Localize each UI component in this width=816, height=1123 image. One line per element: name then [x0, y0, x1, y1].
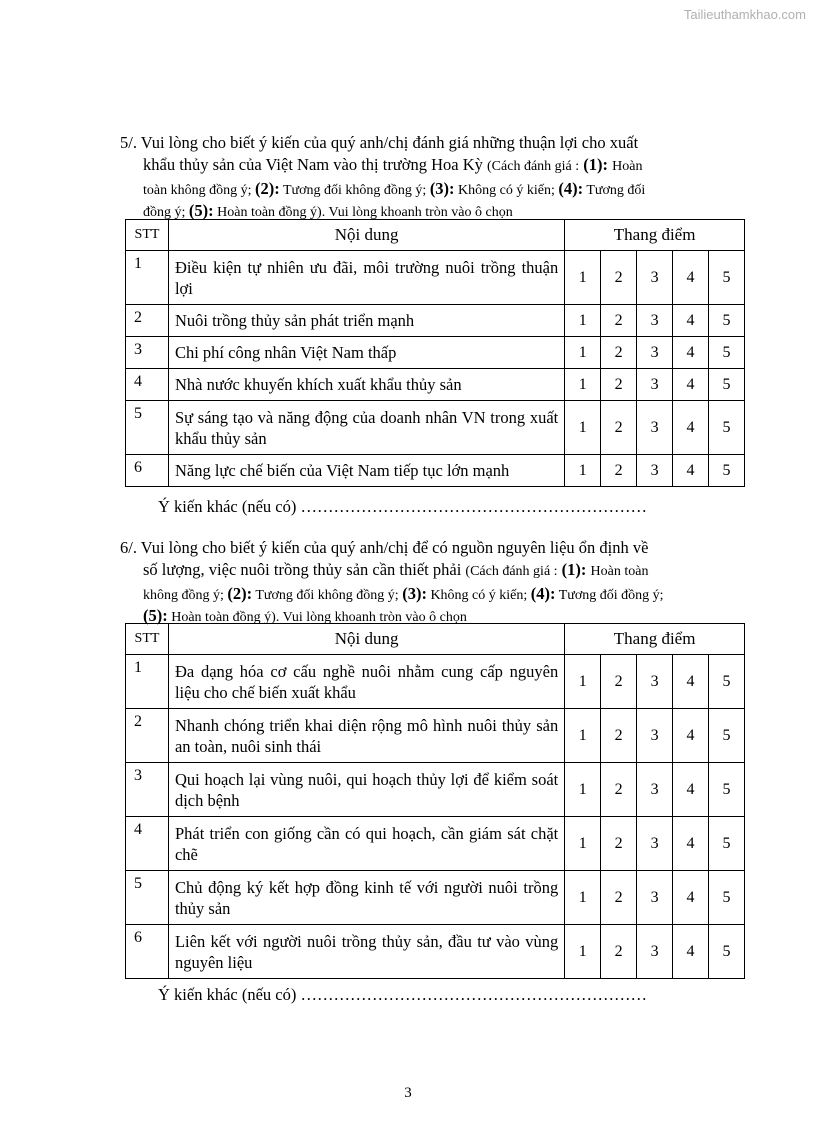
score-option[interactable]: 3 [637, 817, 673, 871]
question-text: Vui lòng cho biết ý kiến của quý anh/chị để có nguồn nguyên liệu ổn định về [140, 538, 649, 557]
header-scale: Thang điểm [565, 624, 745, 655]
score-option[interactable]: 1 [565, 369, 601, 401]
header-content: Nội dung [168, 220, 564, 251]
table-row [126, 817, 745, 871]
table-row [126, 871, 745, 925]
score-option[interactable]: 4 [673, 401, 709, 455]
score-option[interactable]: 2 [601, 455, 637, 487]
score-option[interactable]: 3 [637, 763, 673, 817]
score-option[interactable]: 5 [709, 709, 745, 763]
question-text: số lượng, việc nuôi trồng thủy sản cần thiết phải [143, 560, 462, 579]
score-option[interactable]: 5 [709, 369, 745, 401]
scale-label: (1): [583, 155, 609, 174]
score-option[interactable]: 5 [709, 337, 745, 369]
score-option[interactable]: 1 [565, 401, 601, 455]
score-option[interactable]: 4 [673, 655, 709, 709]
row-content: Qui hoạch lại vùng nuôi, qui hoạch thủy lợi để kiểm soát dịch bệnh [168, 763, 564, 817]
scale-text: Hoàn [612, 159, 643, 174]
score-option[interactable]: 2 [601, 655, 637, 709]
score-option[interactable]: 2 [601, 871, 637, 925]
scale-text: Tương đối [586, 183, 646, 198]
table-row [126, 305, 745, 337]
rating-table-5 [125, 219, 745, 487]
row-content: Chi phí công nhân Việt Nam thấp [168, 337, 564, 369]
score-option[interactable]: 4 [673, 305, 709, 337]
row-stt: 4 [126, 817, 169, 871]
table-row [126, 925, 745, 979]
score-option[interactable]: 2 [601, 369, 637, 401]
question-text: khẩu thủy sản của Việt Nam vào thị trường Hoa Kỳ [143, 155, 483, 174]
row-content: Điều kiện tự nhiên ưu đãi, môi trường nuôi trồng thuận lợi [168, 251, 564, 305]
score-option[interactable]: 3 [637, 305, 673, 337]
score-option[interactable]: 1 [565, 925, 601, 979]
score-option[interactable]: 4 [673, 817, 709, 871]
row-stt: 1 [126, 251, 169, 305]
score-option[interactable]: 3 [637, 709, 673, 763]
score-option[interactable]: 1 [565, 455, 601, 487]
score-option[interactable]: 1 [565, 655, 601, 709]
scale-label: (4): [558, 179, 584, 198]
score-option[interactable]: 5 [709, 655, 745, 709]
watermark: Tailieuthamkhao.com [683, 7, 806, 22]
score-option[interactable]: 5 [709, 871, 745, 925]
table-header-row [126, 624, 745, 655]
score-option[interactable]: 2 [601, 709, 637, 763]
table-row [126, 763, 745, 817]
score-option[interactable]: 5 [709, 763, 745, 817]
score-option[interactable]: 5 [709, 251, 745, 305]
row-stt: 1 [126, 655, 169, 709]
row-content: Nuôi trồng thủy sản phát triển mạnh [168, 305, 564, 337]
score-option[interactable]: 1 [565, 305, 601, 337]
page-number: 3 [404, 1085, 412, 1101]
scale-text: Tương đối đồng ý; [558, 588, 664, 603]
row-stt: 6 [126, 455, 169, 487]
header-scale: Thang điểm [565, 220, 745, 251]
score-option[interactable]: 1 [565, 709, 601, 763]
scale-text: Tương đối không đồng ý; [255, 588, 399, 603]
table-row [126, 655, 745, 709]
row-stt: 5 [126, 401, 169, 455]
score-option[interactable]: 2 [601, 305, 637, 337]
score-option[interactable]: 4 [673, 337, 709, 369]
score-option[interactable]: 3 [637, 251, 673, 305]
score-option[interactable]: 5 [709, 305, 745, 337]
score-option[interactable]: 3 [637, 401, 673, 455]
scale-label: (3): [402, 584, 427, 603]
score-option[interactable]: 3 [637, 369, 673, 401]
score-option[interactable]: 4 [673, 369, 709, 401]
question-text: Vui lòng cho biết ý kiến của quý anh/chị đánh giá những thuận lợi cho xuất [140, 133, 639, 152]
row-content: Năng lực chế biến của Việt Nam tiếp tục lớn mạnh [168, 455, 564, 487]
score-option[interactable]: 4 [673, 925, 709, 979]
rating-table-6 [125, 623, 745, 979]
scale-text: Không có ý kiến; [458, 183, 555, 198]
eval-intro: (Cách đánh giá : [487, 159, 580, 174]
row-content: Chủ động ký kết hợp đồng kinh tế với người nuôi trồng thủy sản [168, 871, 564, 925]
score-option[interactable]: 5 [709, 455, 745, 487]
table-row [126, 401, 745, 455]
question-5-text [120, 132, 742, 222]
scale-label: (4): [530, 584, 556, 603]
scale-text: không đồng ý; [143, 588, 224, 603]
score-option[interactable]: 4 [673, 763, 709, 817]
score-option[interactable]: 4 [673, 251, 709, 305]
score-option[interactable]: 3 [637, 337, 673, 369]
scale-text: Hoàn toàn đồng ý). Vui lòng khoanh tròn vào ô chọn [217, 205, 513, 220]
row-stt: 5 [126, 871, 169, 925]
score-option[interactable]: 4 [673, 455, 709, 487]
eval-intro: (Cách đánh giá : [465, 564, 558, 579]
score-option[interactable]: 1 [565, 871, 601, 925]
table-row [126, 455, 745, 487]
row-stt: 3 [126, 337, 169, 369]
table-row [126, 251, 745, 305]
score-option[interactable]: 2 [601, 337, 637, 369]
table-header-row [126, 220, 745, 251]
score-option[interactable]: 2 [601, 817, 637, 871]
score-option[interactable]: 5 [709, 925, 745, 979]
table-row [126, 709, 745, 763]
scale-label: (2): [255, 179, 280, 198]
table-row [126, 369, 745, 401]
scale-label: (5): [143, 606, 168, 625]
score-option[interactable]: 1 [565, 817, 601, 871]
score-option[interactable]: 2 [601, 251, 637, 305]
row-stt: 3 [126, 763, 169, 817]
scale-text: toàn không đồng ý; [143, 183, 252, 198]
scale-label: (3): [429, 179, 455, 198]
row-stt: 6 [126, 925, 169, 979]
row-stt: 2 [126, 709, 169, 763]
score-option[interactable]: 1 [565, 337, 601, 369]
score-option[interactable]: 2 [601, 763, 637, 817]
row-stt: 4 [126, 369, 169, 401]
score-option[interactable]: 5 [709, 401, 745, 455]
question-number: 5/. [120, 133, 137, 152]
scale-text: Hoàn toàn [590, 564, 649, 579]
score-option[interactable]: 3 [637, 925, 673, 979]
score-option[interactable]: 3 [637, 455, 673, 487]
score-option[interactable]: 2 [601, 401, 637, 455]
scale-text: Không có ý kiến; [430, 588, 528, 603]
row-content: Nhà nước khuyến khích xuất khẩu thủy sản [168, 369, 564, 401]
scale-text: Hoàn toàn đồng ý). Vui lòng khoanh tròn vào ô chọn [171, 610, 467, 625]
score-option[interactable]: 3 [637, 655, 673, 709]
score-option[interactable]: 2 [601, 925, 637, 979]
scale-label: (2): [227, 584, 253, 603]
row-content: Đa dạng hóa cơ cấu nghề nuôi nhằm cung cấp nguyên liệu cho chế biến xuất khẩu [168, 655, 564, 709]
question-6-text [120, 537, 742, 627]
score-option[interactable]: 1 [565, 763, 601, 817]
row-content: Sự sáng tạo và năng động của doanh nhân VN trong xuất khẩu thủy sản [168, 401, 564, 455]
row-stt: 2 [126, 305, 169, 337]
other-opinion-6[interactable]: Ý kiến khác (nếu có) ……………………………………………………… [158, 985, 647, 1004]
score-option[interactable]: 3 [637, 871, 673, 925]
header-stt: STT [126, 624, 169, 655]
score-option[interactable]: 4 [673, 871, 709, 925]
row-content: Nhanh chóng triển khai diện rộng mô hình nuôi thủy sản an toàn, nuôi sinh thái [168, 709, 564, 763]
question-number: 6/. [120, 538, 137, 557]
row-content: Liên kết với người nuôi trồng thủy sản, đầu tư vào vùng nguyên liệu [168, 925, 564, 979]
header-stt: STT [126, 220, 169, 251]
scale-label: (1): [561, 560, 587, 579]
table-row [126, 337, 745, 369]
score-option[interactable]: 4 [673, 709, 709, 763]
score-option[interactable]: 1 [565, 251, 601, 305]
row-content: Phát triển con giống cần có qui hoạch, cần giám sát chặt chẽ [168, 817, 564, 871]
header-content: Nội dung [168, 624, 564, 655]
other-opinion-5[interactable]: Ý kiến khác (nếu có) ……………………………………………………… [158, 497, 647, 516]
scale-text: Tương đối không đồng ý; [282, 183, 427, 198]
scale-label: (5): [188, 201, 214, 220]
score-option[interactable]: 5 [709, 817, 745, 871]
scale-text: đồng ý; [143, 205, 186, 220]
